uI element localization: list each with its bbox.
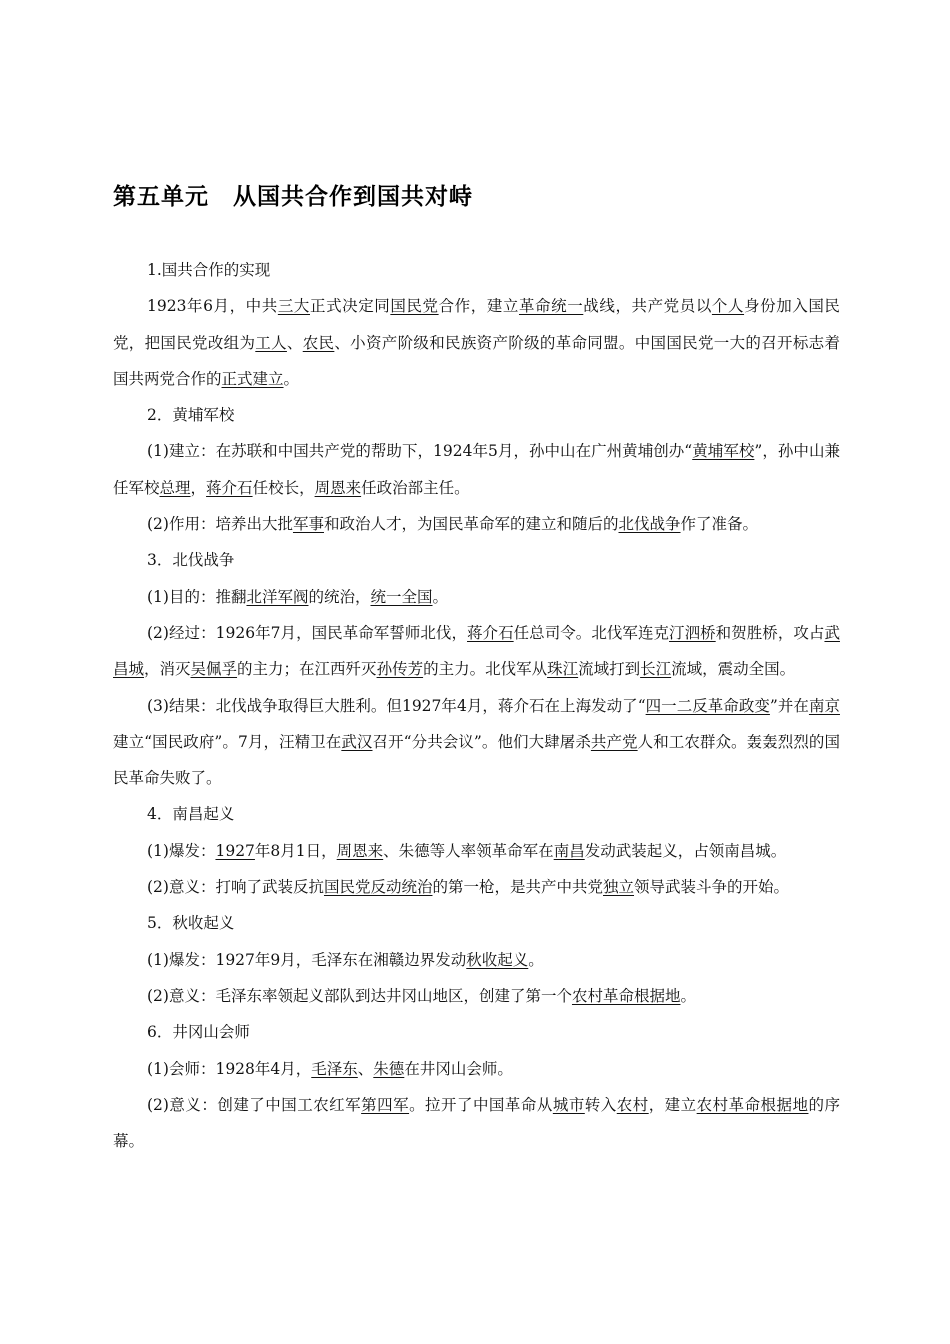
underlined-term: 朱德 (373, 1059, 405, 1078)
paragraph (113, 1087, 840, 1160)
text-run: (2)作用：培养出大批 (147, 515, 293, 534)
text-run: 的第一枪，是共产中共党 (432, 878, 603, 897)
underlined-term: 长江 (640, 660, 672, 679)
text-run: 的统治， (308, 587, 371, 606)
paragraph (113, 833, 840, 869)
paragraph (113, 579, 840, 615)
document-body (113, 252, 840, 1159)
text-run: ， (190, 478, 207, 497)
text-run: 合作，建立 (438, 297, 519, 316)
text-run: 和政治人才，为国民革命军的建立和随后的 (323, 515, 619, 534)
text-run: 。 (283, 369, 300, 388)
underlined-term: 总理 (159, 478, 191, 497)
underlined-term: 孙传芳 (376, 660, 424, 679)
text-run: (2)意义：毛泽东率领起义部队到达井冈山地区，创建了第一个 (147, 986, 572, 1005)
text-run: 、朱德等人率领革命军在 (383, 841, 554, 860)
text-run: 3．北伐战争 (147, 551, 235, 570)
text-run: 转入 (584, 1095, 617, 1114)
underlined-term: 武昌城 (113, 623, 840, 679)
underlined-term: 第四军 (361, 1095, 410, 1114)
unit-title: 第五单元 从国共合作到国共对峙 (113, 184, 473, 210)
text-run: ，建立 (648, 1095, 697, 1114)
underlined-term: 工人 (255, 333, 287, 352)
underlined-term: 三大 (277, 297, 310, 316)
text-run: 建立“国民政府”。7月，汪精卫在 (113, 732, 342, 751)
text-run: 的序幕。 (113, 1095, 840, 1151)
underlined-term: 毛泽东 (311, 1059, 358, 1078)
underlined-term: 蒋介石 (467, 623, 514, 642)
paragraph (113, 542, 840, 578)
text-run: 流域，震动全国。 (671, 660, 796, 679)
underlined-term: 军事 (292, 515, 324, 534)
text-run: 身份加入国民党，把国民党改组为 (113, 297, 840, 352)
text-run: (2)意义：创建了中国工农红军 (147, 1095, 362, 1114)
text-run: 领导武装斗争的开始。 (634, 878, 790, 897)
underlined-term: 共产党 (590, 732, 638, 751)
text-run: (1)建立：在苏联和中国共产党的帮助下，1924年5月，孙中山在广州黄埔创办“ (147, 442, 693, 461)
text-run: 5．秋收起义 (147, 914, 235, 933)
text-run: 。 (432, 587, 449, 606)
text-run: 流域打到 (578, 660, 641, 679)
text-run: 的主力；在江西歼灭 (237, 660, 377, 679)
text-run: 战线，共产党员以 (583, 297, 712, 316)
underlined-term: 秋收起义 (466, 950, 529, 969)
underlined-term: 珠江 (547, 660, 579, 679)
paragraph (113, 615, 840, 688)
text-run: 的主力。北伐军从 (423, 660, 548, 679)
underlined-term: 农民 (302, 333, 335, 352)
underlined-term: 个人 (711, 297, 745, 316)
underlined-term: 吴佩孚 (190, 660, 238, 679)
text-run: 发动武装起义，占领南昌城。 (584, 841, 787, 860)
text-run: 年8月1日， (254, 841, 337, 860)
underlined-term: 统一全国 (370, 587, 433, 606)
paragraph (113, 978, 840, 1014)
text-run: (1)爆发：1927年9月，毛泽东在湘赣边界发动 (147, 950, 467, 969)
underlined-term: 黄埔军校 (692, 442, 755, 461)
underlined-term: 周恩来 (314, 478, 362, 497)
text-run: 。 (680, 986, 696, 1005)
text-run: 在井冈山会师。 (404, 1059, 513, 1078)
text-run: 任校长， (252, 478, 315, 497)
text-run: 2．黄埔军校 (147, 406, 235, 425)
paragraph (113, 397, 840, 433)
underlined-term: 蒋介石 (206, 478, 253, 497)
paragraph (113, 905, 840, 941)
text-run: 。拉开了中国革命从 (409, 1095, 553, 1114)
text-run: 和贺胜桥，攻占 (715, 623, 825, 642)
underlined-term: 国民党 (390, 297, 439, 316)
underlined-term: 1927 (215, 841, 255, 860)
text-run: (2)意义：打响了武装反抗 (147, 878, 324, 897)
paragraph (113, 1051, 840, 1087)
paragraph (113, 288, 840, 397)
text-run: 。 (528, 950, 544, 969)
text-run: 作了准备。 (680, 515, 759, 534)
underlined-term: 周恩来 (336, 841, 384, 860)
underlined-term: 北伐战争 (618, 515, 681, 534)
underlined-term: 革命统一 (518, 297, 584, 316)
underlined-term: 北洋军阀 (246, 587, 309, 606)
text-run: (1)目的：推翻 (147, 587, 247, 606)
text-run: 1.国共合作的实现 (147, 261, 271, 279)
text-run: 任政治部主任。 (361, 478, 470, 497)
text-run: 、 (357, 1059, 374, 1078)
text-run: 4．南昌起义 (147, 805, 235, 824)
text-run: ，消灭 (144, 660, 191, 679)
underlined-term: 农村革命根据地 (696, 1095, 809, 1114)
text-run: 、 (286, 333, 303, 352)
underlined-term: 农村革命根据地 (571, 986, 681, 1005)
text-run: 召开“分共会议”。他们大肆屠杀 (372, 732, 591, 751)
underlined-term: 武汉 (341, 732, 373, 751)
underlined-term: 独立 (603, 878, 635, 897)
underlined-term: 南昌 (553, 841, 585, 860)
underlined-term: 四一二反革命政变 (645, 696, 770, 715)
underlined-term: 南京 (808, 696, 840, 715)
paragraph (113, 688, 840, 797)
text-run: ”并在 (769, 696, 809, 715)
text-run: (2)经过：1926年7月，国民革命军誓师北伐， (147, 623, 468, 642)
underlined-term: 汀泗桥 (669, 623, 716, 642)
paragraph (113, 1014, 840, 1050)
underlined-term: 农村 (616, 1095, 649, 1114)
text-run: 、小资产阶级和民族资产阶级的革命同盟。中国国民党一大的召开标志着国共两党合作的 (113, 333, 840, 388)
text-run: 人和工农群众。轰轰烈烈的国民革命失败了。 (113, 732, 840, 788)
underlined-term: 城市 (552, 1095, 585, 1114)
text-run: (1)会师：1928年4月， (147, 1059, 312, 1078)
text-run: ”，孙中山兼任军校 (113, 442, 840, 497)
text-run: (1)爆发： (147, 841, 216, 860)
paragraph (113, 433, 840, 506)
paragraph (113, 869, 840, 905)
text-run: 正式决定同 (310, 297, 391, 316)
paragraph (113, 506, 840, 542)
underlined-term: 正式建立 (221, 369, 284, 388)
paragraph (113, 252, 840, 288)
text-run: 任总司令。北伐军连克 (513, 623, 670, 642)
underlined-term: 国民党反动统治 (323, 878, 433, 897)
text-run: 1923年6月，中共 (147, 297, 278, 316)
text-run: 6．井冈山会师 (147, 1023, 250, 1042)
paragraph (113, 796, 840, 832)
text-run: (3)结果：北伐战争取得巨大胜利。但1927年4月，蒋介石在上海发动了“ (147, 696, 646, 715)
paragraph (113, 942, 840, 978)
